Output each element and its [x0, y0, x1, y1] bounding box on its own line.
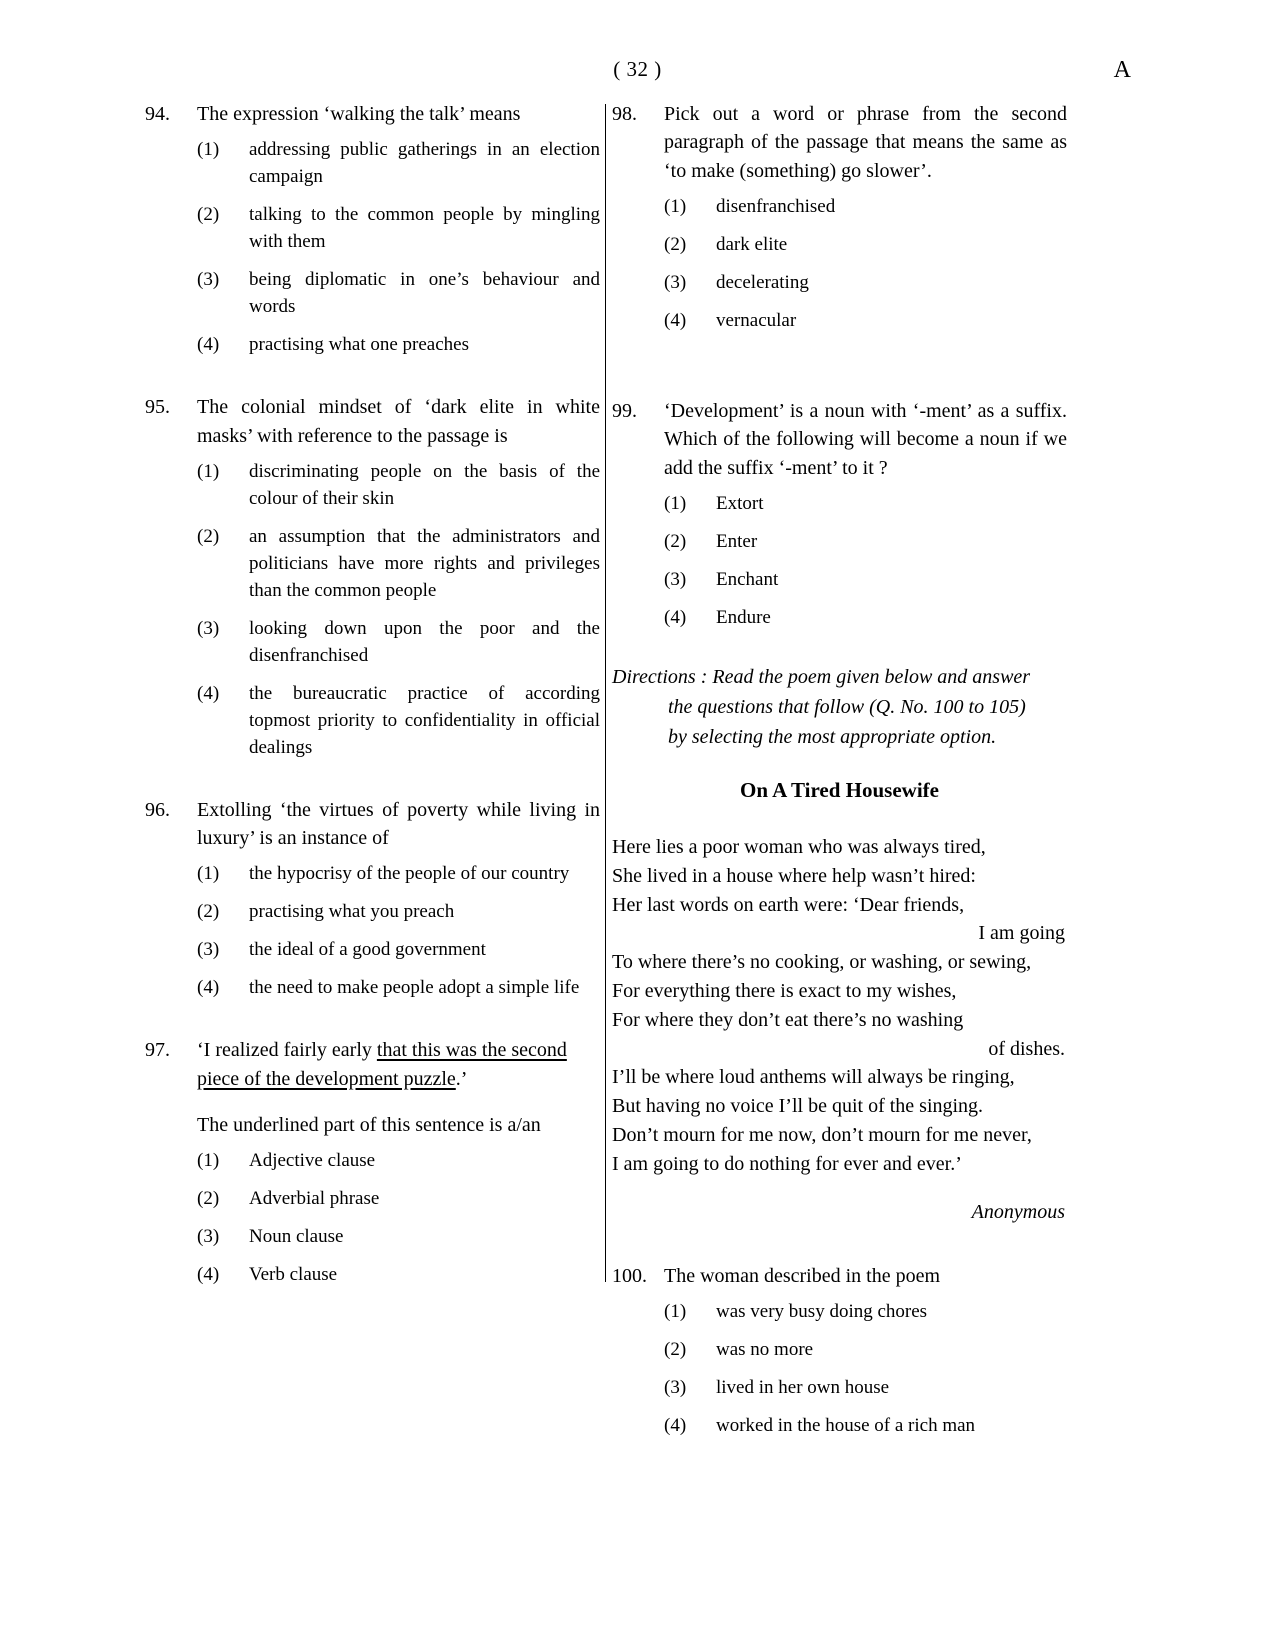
question-95-options	[145, 459, 600, 762]
poem-line: I’ll be where loud anthems will always be ringing,	[612, 1066, 1015, 1089]
option-label: (3)	[197, 1226, 220, 1248]
option-item[interactable]	[197, 137, 600, 191]
poem-line: She lived in a house where help wasn’t hired:	[612, 864, 976, 887]
question-95-stem: The colonial mindset of ‘dark elite in white masks’ with reference to the passage is	[197, 396, 600, 447]
page-number: ( 32 )	[613, 57, 662, 81]
option-label: (1)	[197, 863, 220, 885]
question-97-options	[145, 1148, 600, 1289]
question-100-number: 100.	[612, 1264, 647, 1287]
option-text: practising what one preaches	[249, 334, 469, 356]
option-text: the ideal of a good government	[249, 939, 486, 961]
poem-line: To where there’s no cooking, or washing, or sewing,	[612, 951, 1032, 974]
option-label: (1)	[664, 196, 687, 218]
question-96-stem: Extolling ‘the virtues of poverty while living in luxury’ is an instance of	[197, 798, 600, 850]
option-item[interactable]	[197, 459, 600, 513]
question-99-options	[612, 491, 1067, 632]
option-item[interactable]	[664, 308, 1067, 335]
option-text: decelerating	[716, 272, 809, 294]
option-item[interactable]	[197, 1186, 600, 1213]
question-100	[612, 1262, 1067, 1440]
option-text: practising what you preach	[249, 901, 455, 923]
question-95	[145, 393, 600, 761]
option-item[interactable]	[197, 267, 600, 321]
option-item[interactable]	[664, 567, 1067, 594]
question-98	[612, 100, 1067, 335]
question-94-stem: The expression ‘walking the talk’ means	[197, 103, 521, 125]
option-item[interactable]	[197, 202, 600, 256]
option-label: (2)	[664, 234, 687, 256]
option-item[interactable]	[197, 1262, 600, 1289]
option-text: lived in her own house	[716, 1376, 890, 1398]
option-item[interactable]	[664, 529, 1067, 556]
option-text: worked in the house of a rich man	[716, 1414, 976, 1436]
question-97-head	[145, 1036, 600, 1093]
poem-line: For where they don’t eat there’s no washing	[612, 1008, 964, 1031]
left-column	[145, 100, 600, 1311]
option-label: (3)	[664, 569, 687, 591]
page-header	[0, 57, 1275, 91]
right-column	[612, 100, 1067, 1462]
option-item[interactable]	[664, 1299, 1067, 1326]
option-text: the hypocrisy of the people of our country	[249, 863, 570, 885]
directions-line-2: the questions that follow (Q. No. 100 to 105)	[668, 696, 1026, 719]
option-text: talking to the common people by mingling with them	[249, 204, 600, 253]
directions-line-3: by selecting the most appropriate option.	[668, 726, 997, 749]
option-text: dark elite	[716, 234, 788, 256]
option-text: the bureaucratic practice of according topmost priority to confidentiality in official dealings	[249, 682, 600, 758]
option-label: (2)	[197, 204, 220, 226]
option-label: (1)	[664, 493, 687, 515]
option-text: looking down upon the poor and the disenfranchised	[249, 617, 600, 666]
option-item[interactable]	[664, 1337, 1067, 1364]
option-label: (4)	[197, 682, 220, 704]
option-label: (3)	[197, 617, 220, 639]
question-100-head	[612, 1262, 1067, 1290]
option-item[interactable]	[664, 194, 1067, 221]
option-text: addressing public gatherings in an election campaign	[249, 139, 600, 188]
question-94-options	[145, 137, 600, 359]
option-label: (3)	[664, 1376, 687, 1398]
option-text: Extort	[716, 493, 764, 515]
option-item[interactable]	[197, 937, 600, 964]
option-label: (4)	[197, 1264, 220, 1286]
option-item[interactable]	[664, 270, 1067, 297]
question-97-number: 97.	[145, 1039, 170, 1062]
option-text: Verb clause	[249, 1264, 338, 1286]
question-96-number: 96.	[145, 798, 170, 821]
poem-title: On A Tired Housewife	[740, 778, 939, 803]
option-text: an assumption that the administrators and politicians have more rights and privileges than the common people	[249, 525, 600, 601]
poem-line: Here lies a poor woman who was always tired,	[612, 836, 986, 859]
option-label: (2)	[197, 901, 220, 923]
question-98-options	[612, 194, 1067, 335]
question-97-stem-suffix: .’	[455, 1067, 468, 1090]
poem-line: I am going to do nothing for ever and ever.’	[612, 1152, 962, 1175]
option-label: (2)	[197, 1188, 220, 1210]
option-text: Adjective clause	[249, 1150, 376, 1172]
option-text: was very busy doing chores	[716, 1301, 928, 1323]
poem-line: But having no voice I’ll be quit of the singing.	[612, 1095, 984, 1118]
poem-line: Her last words on earth were: ‘Dear friends,	[612, 893, 965, 916]
option-label: (3)	[197, 939, 220, 961]
option-item[interactable]	[197, 861, 600, 888]
question-96-options	[145, 861, 600, 1002]
question-98-stem: Pick out a word or phrase from the second paragraph of the passage that means the same as ‘to make (something) go slower’.	[664, 103, 1067, 182]
column-divider	[605, 104, 606, 1282]
option-text: Adverbial phrase	[249, 1188, 380, 1210]
option-item[interactable]	[664, 1413, 1067, 1440]
question-95-head	[145, 393, 600, 450]
question-99-stem: ‘Development’ is a noun with ‘-ment’ as a suffix. Which of the following will become a noun if we add the suffix ‘-ment’ to it ?	[664, 400, 1067, 479]
question-97-stem-prefix: ‘I realized fairly early	[197, 1039, 377, 1062]
question-97-stem	[197, 1036, 600, 1093]
question-97	[145, 1036, 600, 1289]
poem-line: Don’t mourn for me now, don’t mourn for me never,	[612, 1124, 1032, 1147]
poem-line-runover: I am going	[978, 922, 1065, 945]
option-text: discriminating people on the basis of the colour of their skin	[249, 460, 600, 509]
option-label: (4)	[664, 1414, 687, 1436]
question-94	[145, 100, 600, 359]
question-97-underlined-part: that this was the second piece of the development puzzle	[197, 1039, 567, 1090]
option-label: (1)	[197, 460, 220, 482]
option-label: (1)	[664, 1301, 687, 1323]
question-98-head	[612, 100, 1067, 185]
option-item[interactable]	[197, 524, 600, 605]
option-label: (3)	[664, 272, 687, 294]
option-item[interactable]	[197, 899, 600, 926]
question-99	[612, 397, 1067, 632]
option-item[interactable]	[664, 232, 1067, 259]
question-100-stem: The woman described in the poem	[664, 1264, 941, 1287]
directions-line-1: Directions : Read the poem given below and answer	[612, 666, 1031, 689]
option-label: (2)	[664, 1339, 687, 1361]
set-code: A	[1113, 57, 1131, 83]
option-label: (4)	[197, 334, 220, 356]
option-item[interactable]	[664, 1375, 1067, 1402]
option-text: was no more	[716, 1339, 814, 1361]
option-label: (1)	[197, 1150, 220, 1172]
option-item[interactable]	[197, 616, 600, 670]
question-99-number: 99.	[612, 400, 637, 423]
question-96-head	[145, 796, 600, 853]
poem-line: For everything there is exact to my wishes,	[612, 980, 957, 1003]
option-item[interactable]	[664, 605, 1067, 632]
option-item[interactable]	[664, 491, 1067, 518]
option-label: (1)	[197, 139, 220, 161]
question-94-head	[145, 100, 600, 128]
question-100-options	[612, 1299, 1067, 1440]
option-label: (2)	[664, 531, 687, 553]
option-label: (2)	[197, 525, 220, 547]
question-94-number: 94.	[145, 103, 170, 125]
option-text: the need to make people adopt a simple life	[249, 977, 580, 999]
option-label: (4)	[664, 310, 687, 332]
poem-attribution: Anonymous	[971, 1200, 1065, 1223]
option-label: (4)	[664, 607, 687, 629]
option-text: disenfranchised	[716, 196, 836, 218]
question-97-sub-stem: The underlined part of this sentence is a/an	[197, 1114, 541, 1137]
question-99-head	[612, 397, 1067, 482]
option-label: (3)	[197, 269, 220, 291]
option-text: Enchant	[716, 569, 779, 591]
option-text: Noun clause	[249, 1226, 344, 1248]
poem-body	[612, 833, 1067, 1179]
question-98-number: 98.	[612, 103, 637, 125]
option-item[interactable]	[197, 1148, 600, 1175]
option-text: vernacular	[716, 310, 797, 332]
option-item[interactable]	[197, 332, 600, 359]
question-96	[145, 796, 600, 1003]
option-item[interactable]	[197, 681, 600, 762]
option-text: Endure	[716, 607, 771, 629]
option-item[interactable]	[197, 975, 600, 1002]
option-text: Enter	[716, 531, 758, 553]
question-95-number: 95.	[145, 396, 170, 419]
directions-block	[612, 662, 1067, 752]
option-label: (4)	[197, 977, 220, 999]
option-item[interactable]	[197, 1224, 600, 1251]
option-text: being diplomatic in one’s behaviour and words	[249, 269, 600, 318]
poem-line-runover: of dishes.	[988, 1037, 1065, 1060]
